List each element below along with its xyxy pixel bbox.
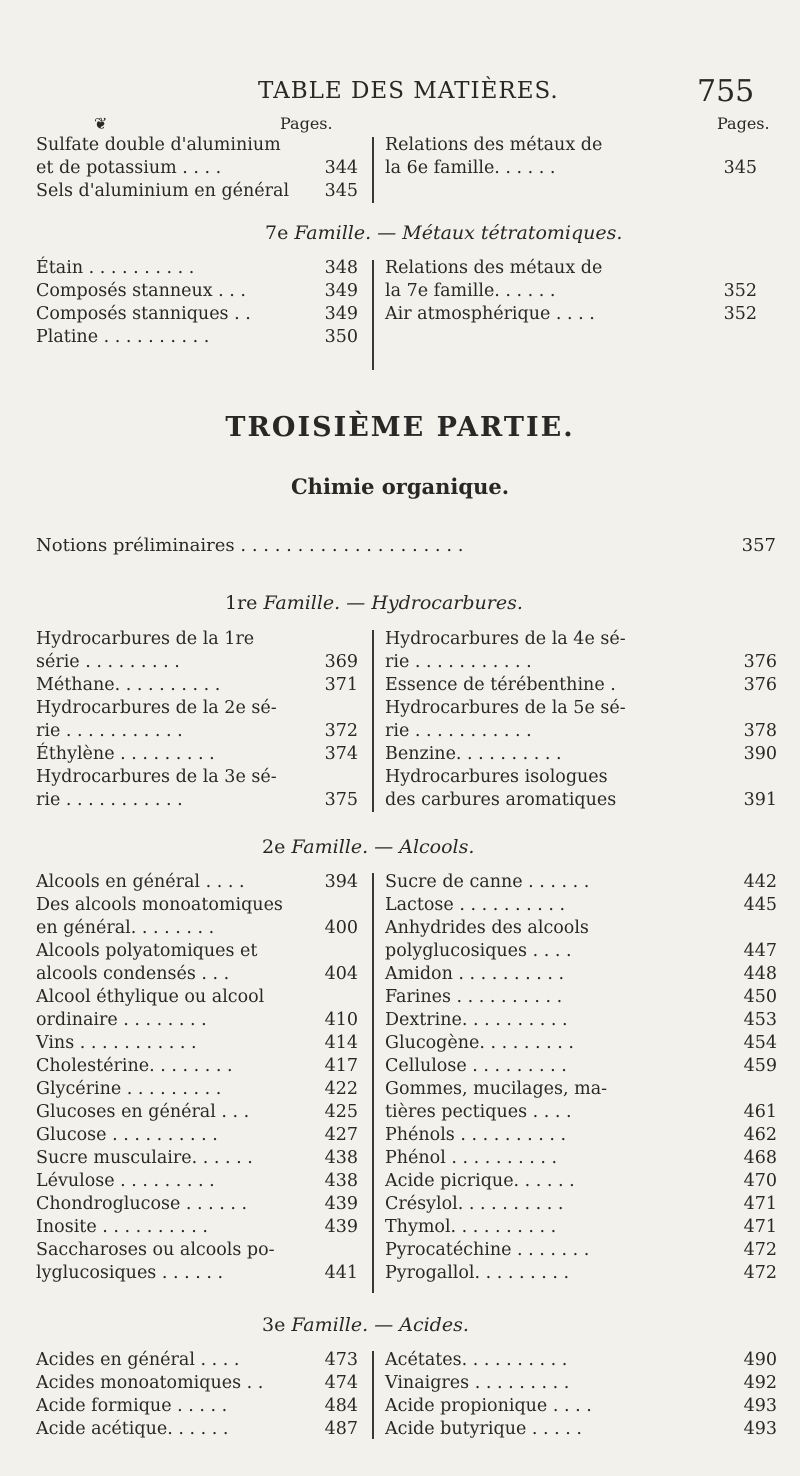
toc-entry [36, 1239, 358, 1262]
toc-entry [385, 1101, 777, 1124]
entry-page: 493 [743, 1396, 777, 1416]
entry-page: 438 [324, 1148, 358, 1168]
toc-entry [36, 720, 358, 743]
entry-title: alcools condensés . . . [36, 964, 230, 984]
toc-entry [385, 697, 777, 720]
entry-title: Acide propionique . . . . [385, 1396, 592, 1416]
toc-entry [36, 940, 358, 963]
entry-title: Sulfate double d'aluminium [36, 135, 281, 155]
entry-title: ordinaire . . . . . . . . [36, 1010, 207, 1030]
entry-page: 349 [324, 281, 358, 301]
entry-title: Alcools polyatomiques et [36, 941, 258, 961]
entry-page: 472 [743, 1240, 777, 1260]
family-heading-7: 7e Famille. — Métaux tétratomiques. [265, 222, 623, 244]
toc-entry [36, 326, 358, 349]
entry-title: tières pectiques . . . . [385, 1102, 572, 1122]
entry-page: 470 [743, 1171, 777, 1191]
entry-title: Hydrocarbures de la 3e sé- [36, 767, 277, 787]
entry-page: 462 [743, 1125, 777, 1145]
entry-page: 404 [324, 964, 358, 984]
notions-title: Notions préliminaires . . . . . . . . . . . . . . . . . . . . [36, 535, 464, 556]
entry-title: Sels d'aluminium en général [36, 181, 290, 201]
entry-title: Air atmosphérique . . . . [385, 304, 595, 324]
entry-title: Acide formique . . . . . [36, 1396, 228, 1416]
entry-page: 425 [324, 1102, 358, 1122]
entry-page: 345 [324, 181, 358, 201]
toc-entry [385, 986, 777, 1009]
entry-page: 390 [743, 744, 777, 764]
entry-page: 422 [324, 1079, 358, 1099]
entry-title: Composés stanneux . . . [36, 281, 246, 301]
entry-page: 400 [324, 918, 358, 938]
entry-page: 484 [324, 1396, 358, 1416]
entry-title: Phénols . . . . . . . . . . [385, 1125, 567, 1145]
toc-entry [36, 789, 358, 812]
entry-title: polyglucosiques . . . . [385, 941, 572, 961]
entry-title: Éthylène . . . . . . . . . [36, 744, 215, 764]
toc-entry [385, 940, 777, 963]
notions-entry [36, 535, 776, 556]
entry-page: 492 [743, 1373, 777, 1393]
entry-page: 442 [743, 872, 777, 892]
entry-title: Saccharoses ou alcools po- [36, 1240, 275, 1260]
entry-page: 348 [324, 258, 358, 278]
entry-title: Hydrocarbures de la 5e sé- [385, 698, 626, 718]
toc-entry [36, 1032, 358, 1055]
entry-page: 414 [324, 1033, 358, 1053]
toc-entry [36, 986, 358, 1009]
column-divider [372, 260, 374, 370]
toc-entry [36, 1078, 358, 1101]
section1-left-column [36, 134, 358, 203]
toc-entry [385, 1124, 777, 1147]
entry-title: Platine . . . . . . . . . . [36, 327, 210, 347]
entry-page: 439 [324, 1194, 358, 1214]
toc-entry [385, 1262, 777, 1285]
toc-entry [385, 1193, 777, 1216]
entry-title: des carbures aromatiques [385, 790, 617, 810]
toc-entry [36, 134, 358, 157]
toc-entry [36, 157, 358, 180]
toc-entry [385, 894, 777, 917]
entry-page: 371 [324, 675, 358, 695]
toc-entry [36, 280, 358, 303]
entry-page: 375 [324, 790, 358, 810]
toc-entry [36, 1418, 358, 1441]
toc-entry [385, 651, 777, 674]
entry-page: 487 [324, 1419, 358, 1439]
toc-entry [385, 917, 777, 940]
toc-entry [36, 1262, 358, 1285]
section4-left-column [36, 871, 358, 1285]
entry-title: Sucre musculaire. . . . . . [36, 1148, 253, 1168]
entry-title: rie . . . . . . . . . . . [36, 790, 183, 810]
entry-title: Relations des métaux de [385, 135, 603, 155]
entry-page: 454 [743, 1033, 777, 1053]
toc-entry [385, 1395, 777, 1418]
entry-page: 447 [743, 941, 777, 961]
toc-entry [36, 1349, 358, 1372]
toc-entry [36, 743, 358, 766]
toc-entry [36, 1055, 358, 1078]
entry-page: 471 [743, 1217, 777, 1237]
part-title: TROISIÈME PARTIE. [225, 412, 575, 443]
toc-entry [385, 628, 777, 651]
toc-entry [385, 1216, 777, 1239]
toc-entry [385, 1170, 777, 1193]
entry-title: Lévulose . . . . . . . . . [36, 1171, 215, 1191]
toc-entry [385, 871, 777, 894]
column-divider [372, 630, 374, 812]
section3-right-column [385, 628, 777, 812]
notions-page: 357 [741, 535, 776, 556]
toc-entry [385, 674, 777, 697]
part-subtitle: Chimie organique. [290, 474, 510, 499]
entry-page: 493 [743, 1419, 777, 1439]
entry-title: Pyrogallol. . . . . . . . . [385, 1263, 570, 1283]
section2-right-column [385, 257, 757, 326]
column-label-pages-right: Pages. [717, 114, 770, 133]
entry-page: 410 [324, 1010, 358, 1030]
toc-entry [36, 1170, 358, 1193]
entry-title: lyglucosiques . . . . . . [36, 1263, 224, 1283]
toc-entry [385, 1055, 777, 1078]
toc-entry [385, 1418, 777, 1441]
entry-page: 391 [743, 790, 777, 810]
entry-page: 472 [743, 1263, 777, 1283]
entry-title: Crésylol. . . . . . . . . . [385, 1194, 564, 1214]
entry-page: 490 [743, 1350, 777, 1370]
toc-entry [385, 1349, 777, 1372]
entry-title: Glucose . . . . . . . . . . [36, 1125, 218, 1145]
entry-page: 438 [324, 1171, 358, 1191]
family-heading-1: 1re Famille. — Hydrocarbures. [225, 592, 523, 614]
ornament-icon: ❦ [94, 114, 108, 133]
entry-page: 394 [324, 872, 358, 892]
entry-title: Relations des métaux de [385, 258, 603, 278]
entry-title: Des alcools monoatomiques [36, 895, 283, 915]
toc-entry [385, 1372, 777, 1395]
section5-left-column [36, 1349, 358, 1441]
entry-title: Amidon . . . . . . . . . . [385, 964, 565, 984]
toc-entry [385, 766, 777, 789]
toc-entry [36, 1101, 358, 1124]
column-divider [372, 137, 374, 203]
entry-page: 461 [743, 1102, 777, 1122]
entry-title: Anhydrides des alcools [385, 918, 589, 938]
entry-title: Hydrocarbures de la 1re [36, 629, 255, 649]
entry-page: 345 [723, 158, 757, 178]
entry-title: Vinaigres . . . . . . . . . [385, 1373, 570, 1393]
entry-title: Acétates. . . . . . . . . . [385, 1350, 568, 1370]
entry-title: rie . . . . . . . . . . . [385, 721, 532, 741]
entry-title: en général. . . . . . . . [36, 918, 215, 938]
family-heading-2: 2e Famille. — Alcools. [262, 836, 475, 858]
toc-entry [385, 257, 757, 280]
entry-title: Lactose . . . . . . . . . . [385, 895, 566, 915]
toc-entry [36, 963, 358, 986]
header-page-number: 755 [697, 74, 755, 109]
entry-page: 445 [743, 895, 777, 915]
entry-page: 349 [324, 304, 358, 324]
toc-entry [36, 1193, 358, 1216]
toc-entry [385, 1239, 777, 1262]
page-header [0, 74, 800, 118]
toc-entry [385, 963, 777, 986]
toc-entry [36, 1124, 358, 1147]
entry-title: Dextrine. . . . . . . . . . [385, 1010, 568, 1030]
entry-title: Étain . . . . . . . . . . [36, 258, 195, 278]
toc-entry [385, 1009, 777, 1032]
toc-entry [36, 1395, 358, 1418]
entry-page: 441 [324, 1263, 358, 1283]
toc-entry [36, 917, 358, 940]
toc-entry [36, 257, 358, 280]
section3-left-column [36, 628, 358, 812]
entry-title: Hydrocarbures de la 2e sé- [36, 698, 277, 718]
entry-page: 439 [324, 1217, 358, 1237]
entry-page: 344 [324, 158, 358, 178]
entry-title: Thymol. . . . . . . . . . [385, 1217, 557, 1237]
entry-title: Cellulose . . . . . . . . . [385, 1056, 567, 1076]
entry-page: 372 [324, 721, 358, 741]
toc-entry [385, 743, 777, 766]
entry-title: Acide acétique. . . . . . [36, 1419, 229, 1439]
toc-entry [385, 303, 757, 326]
entry-page: 369 [324, 652, 358, 672]
entry-title: Acide picrique. . . . . . [385, 1171, 575, 1191]
entry-title: Acide butyrique . . . . . [385, 1419, 582, 1439]
toc-entry [36, 871, 358, 894]
toc-entry [385, 1147, 777, 1170]
section4-right-column [385, 871, 777, 1285]
toc-entry [385, 134, 757, 157]
entry-page: 459 [743, 1056, 777, 1076]
entry-title: Acides monoatomiques . . [36, 1373, 264, 1393]
entry-title: Vins . . . . . . . . . . . [36, 1033, 197, 1053]
entry-page: 352 [723, 304, 757, 324]
entry-title: Alcools en général . . . . [36, 872, 245, 892]
column-divider [372, 1351, 374, 1439]
entry-page: 374 [324, 744, 358, 764]
entry-page: 473 [324, 1350, 358, 1370]
entry-title: Phénol . . . . . . . . . . [385, 1148, 558, 1168]
entry-title: Sucre de canne . . . . . . [385, 872, 590, 892]
entry-title: Inosite . . . . . . . . . . [36, 1217, 208, 1237]
toc-entry [36, 180, 358, 203]
entry-page: 453 [743, 1010, 777, 1030]
toc-entry [36, 1009, 358, 1032]
toc-entry [36, 674, 358, 697]
entry-title: Essence de térébenthine . [385, 675, 616, 695]
entry-page: 417 [324, 1056, 358, 1076]
entry-title: Farines . . . . . . . . . . [385, 987, 563, 1007]
toc-entry [385, 1078, 777, 1101]
section5-right-column [385, 1349, 777, 1441]
section2-left-column [36, 257, 358, 349]
entry-page: 378 [743, 721, 777, 741]
entry-page: 448 [743, 964, 777, 984]
toc-entry [385, 789, 777, 812]
entry-title: Cholestérine. . . . . . . . [36, 1056, 233, 1076]
entry-page: 376 [743, 652, 777, 672]
entry-title: rie . . . . . . . . . . . [36, 721, 183, 741]
entry-title: rie . . . . . . . . . . . [385, 652, 532, 672]
entry-page: 468 [743, 1148, 777, 1168]
entry-title: Pyrocatéchine . . . . . . . [385, 1240, 590, 1260]
entry-title: Composés stanniques . . [36, 304, 251, 324]
toc-entry [36, 1147, 358, 1170]
column-label-pages-left: Pages. [280, 114, 333, 133]
toc-entry [36, 766, 358, 789]
entry-title: et de potassium . . . . [36, 158, 222, 178]
toc-entry [36, 651, 358, 674]
family-heading-3: 3e Famille. — Acides. [262, 1314, 469, 1336]
entry-page: 474 [324, 1373, 358, 1393]
entry-title: Méthane. . . . . . . . . . [36, 675, 221, 695]
toc-entry [36, 894, 358, 917]
entry-title: la 6e famille. . . . . . [385, 158, 556, 178]
toc-entry [385, 720, 777, 743]
entry-page: 350 [324, 327, 358, 347]
toc-entry [36, 628, 358, 651]
toc-entry [36, 697, 358, 720]
column-divider [372, 873, 374, 1293]
header-title: TABLE DES MATIÈRES. [258, 78, 559, 104]
entry-title: Glucogène. . . . . . . . . [385, 1033, 574, 1053]
entry-title: Acides en général . . . . [36, 1350, 240, 1370]
toc-entry [36, 1372, 358, 1395]
entry-page: 352 [723, 281, 757, 301]
entry-title: Chondroglucose . . . . . . [36, 1194, 248, 1214]
toc-entry [36, 1216, 358, 1239]
entry-title: Hydrocarbures de la 4e sé- [385, 629, 626, 649]
entry-title: Gommes, mucilages, ma- [385, 1079, 608, 1099]
entry-title: Hydrocarbures isologues [385, 767, 608, 787]
section1-right-column [385, 134, 757, 180]
toc-entry [36, 303, 358, 326]
toc-entry [385, 280, 757, 303]
entry-title: la 7e famille. . . . . . [385, 281, 556, 301]
entry-page: 427 [324, 1125, 358, 1145]
entry-title: série . . . . . . . . . [36, 652, 180, 672]
entry-page: 471 [743, 1194, 777, 1214]
toc-entry [385, 157, 757, 180]
entry-page: 450 [743, 987, 777, 1007]
toc-entry [385, 1032, 777, 1055]
entry-title: Glucoses en général . . . [36, 1102, 250, 1122]
entry-title: Alcool éthylique ou alcool [36, 987, 265, 1007]
entry-page: 376 [743, 675, 777, 695]
entry-title: Glycérine . . . . . . . . . [36, 1079, 222, 1099]
entry-title: Benzine. . . . . . . . . . [385, 744, 562, 764]
